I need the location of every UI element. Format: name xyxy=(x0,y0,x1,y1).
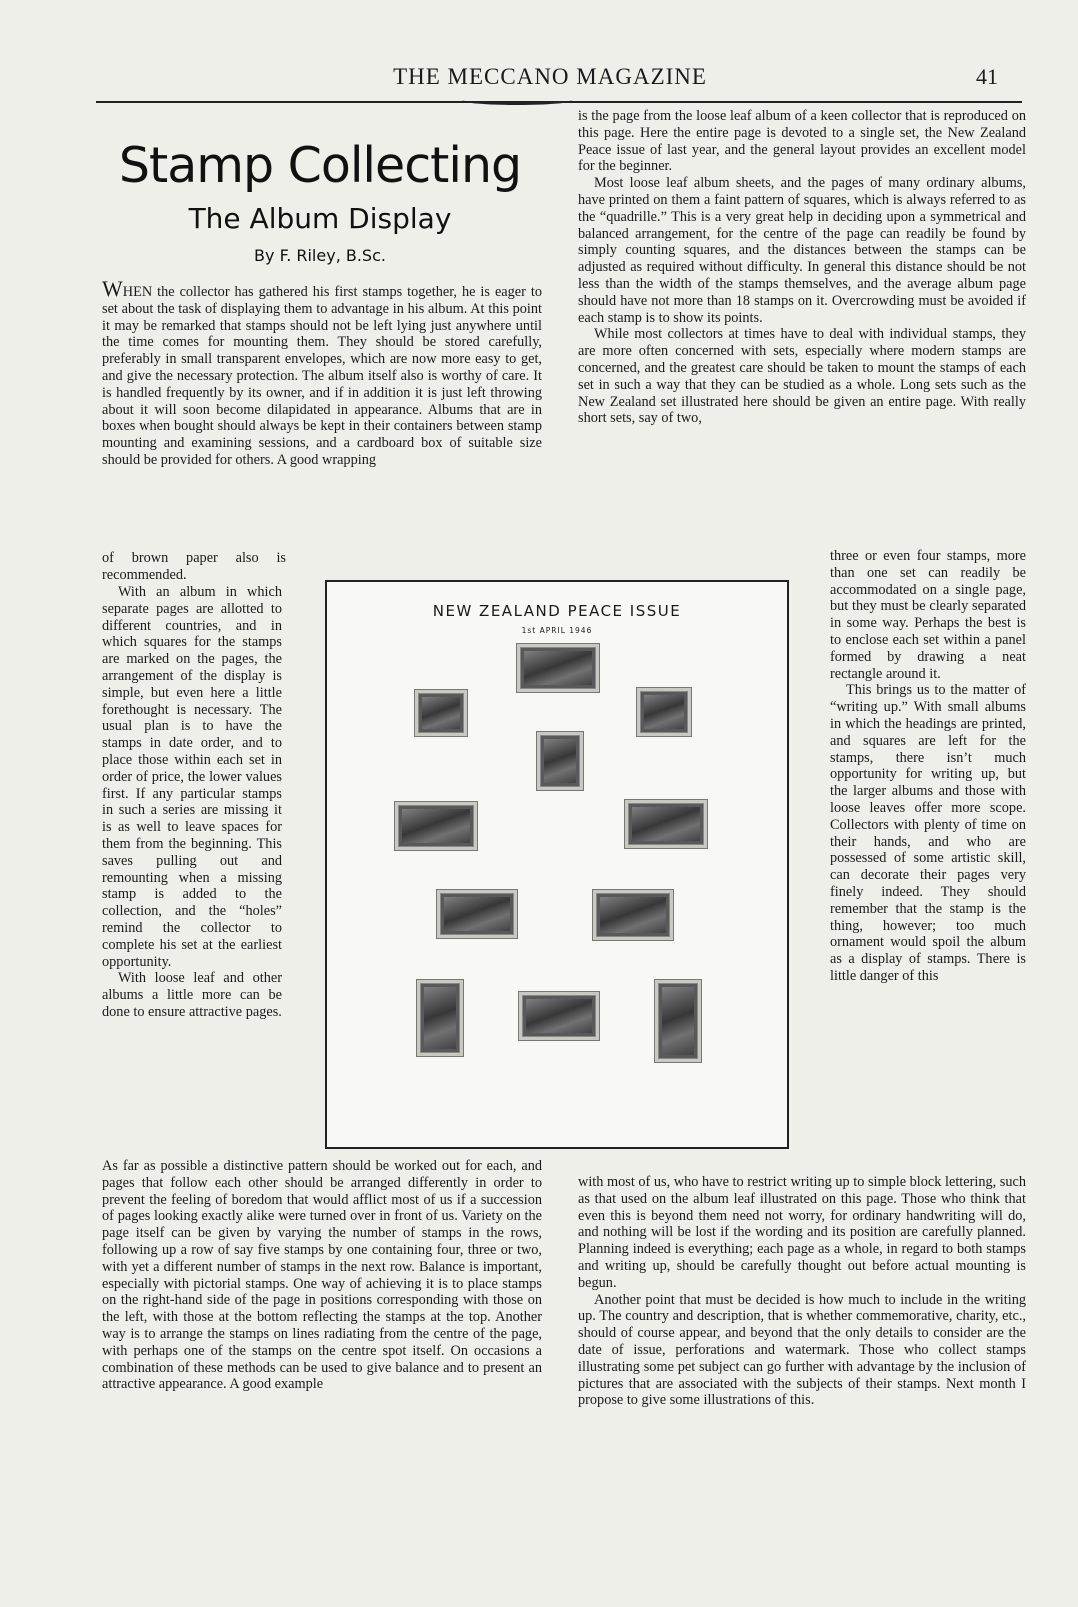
col1-narrow xyxy=(102,584,282,1021)
col2-p3: While most collectors at times have to deal with individual stamps, they are more often concerned with sets, especially where modern stamps are concerned, and the greatest care should be taken to mount the stamps of each set in such a way that they can be studied as a whole. Long sets such as the New Zealand set illustrated here should be given an entire page. With really short sets, say of two, xyxy=(578,326,1026,427)
stamp-4 xyxy=(537,732,583,790)
stamp-8 xyxy=(593,890,673,940)
album-leaf-illustration xyxy=(325,580,789,1149)
col1-bottom-text: As far as possible a distinctive pattern should be worked out for each, and pages that follow each other should be arranged differently in order to prevent the feeling of boredom that would afflict most of us if a succession of pages looking exactly alike were turned over in front of us. Variety on the page itself can be given by varying the number of stamps in the rows, following up a row of say five stamps by one containing four, three or two, with yet a different number of stamps in the next row. Balance is important, especially with pictorial stamps. One way of achieving it is to place stamps on the right-hand side of the page in positions corresponding with those on the left, with those at the bottom reflecting the stamps at the top. Another way is to arrange the stamps on lines radiating from the centre of the page, with perhaps one of the stamps on the centre spot itself. On occasions a combination of these methods can be used to give balance and to present an attractive appearance. A good example xyxy=(102,1158,542,1393)
col1-opening xyxy=(102,276,542,469)
dropcap: W xyxy=(102,276,123,301)
article-title: Stamp Collecting xyxy=(118,137,522,194)
stamp-9 xyxy=(417,980,463,1056)
running-title: THE MECCANO MAGAZINE xyxy=(393,64,707,89)
col1-opening-text: HEN the collector has gathered his first stamps together, he is eager to set about the task of displaying them to advantage in his album. At this point it may be remarked that stamps should not be left lying just anywhere until the time comes for mounting them. They should be stored carefully, preferably in small transparent envelopes, which are now more easy to get, and give the necessary protection. The album itself also is worthy of care. It is handled frequently by its owner, and if in addition it is just left throwing about it will soon become dilapidated in appearance. Albums that are in boxes when bought should always be kept in their containers between stamp mounting and examining sessions, and a cardboard box of suitable size should be provided for others. A good wrapping xyxy=(102,284,542,468)
col2-narrow-text: three or even four stamps, more than one set can readily be accommodated on a single page, but they must be clearly separated in some way. Perhaps the best is to enclose each set within a panel formed by drawing a neat rectangle around it. xyxy=(830,548,1026,682)
stamp-1 xyxy=(517,644,599,692)
stamp-7 xyxy=(437,890,517,938)
stamp-2 xyxy=(415,690,467,736)
col2-narrow xyxy=(830,548,1026,985)
album-date: 1st APRIL 1946 xyxy=(521,626,593,635)
col1-brown-paper xyxy=(102,550,286,584)
album-heading: NEW ZEALAND PEACE ISSUE xyxy=(432,602,682,620)
col2-bottom xyxy=(578,1174,1026,1409)
col2-narrow2-text: This brings us to the matter of “writing up.” With small albums in which the headings are printed, and squares are left for the stamps, there isn’t much opportunity for writing up, but the larger albums and those with loose leaves offer more scope. Collectors with plenty of time on their hands, and who are possessed of some artistic skill, can decorate their pages very finely indeed. They should remember that the stamp is the thing, however; too much ornament would spoil the album as a display of stamps. There is little danger of this xyxy=(830,682,1026,984)
col1-brown-paper-text: of brown paper also is recommended. xyxy=(102,550,286,583)
page-number: 41 xyxy=(976,64,998,89)
stamp-5 xyxy=(395,802,477,850)
col2-bottom1: with most of us, who have to restrict writing up to simple block lettering, such as that used on the album leaf illustrated on this page. Those who think that even this is beyond them need not worry, for ordinary handwriting will do, and nothing will be lost if the wording and its position are carefully planned. Planning indeed is everything; each page as a whole, in regard to both stamps and writing up, should be carefully thought out before actual mounting is begun. xyxy=(578,1174,1026,1291)
byline: By F. Riley, B.Sc. xyxy=(254,246,386,265)
col2-top xyxy=(578,108,1026,427)
stamp-6 xyxy=(625,800,707,848)
stamp-10 xyxy=(519,992,599,1040)
col2-p1: is the page from the loose leaf album of a keen collector that is reproduced on this page. Here the entire page is devoted to a single set, the New Zealand Peace issue of last year, and the general layout provides an excellent model for the beginner. xyxy=(578,108,1026,175)
stamp-3 xyxy=(637,688,691,736)
col1-bottom xyxy=(102,1158,542,1393)
col1-narrow-text: With an album in which separate pages are allotted to different countries, and in which squares for the stamps are marked on the pages, the arrangement of the display is simple, but even here a little forethought is necessary. The usual plan is to have the stamps in date order, and to place those within each set in order of price, the lower values first. If any particular stamps in such a series are missing it is as well to leave spaces for them from the beginning. This saves pulling out and remounting when a missing stamp is added to the collection, and the “holes” remind the collector to complete his set at the earliest opportunity. xyxy=(102,584,282,970)
col2-bottom2: Another point that must be decided is how much to include in the writing up. The country and description, that is whether commemorative, charity, etc., should of course appear, and beyond that the only details to consider are the date of issue, perforations and watermark. Those who collect stamps illustrating some pet subject can go further with advantage by the inclusion of pictures that are associated with the subjects of their stamps. Next month I propose to give some illustrations of this. xyxy=(578,1291,1026,1409)
article-subtitle: The Album Display xyxy=(188,202,452,235)
col1-loose-leaf-text: With loose leaf and other albums a little more can be done to ensure attractive pages. xyxy=(102,970,282,1020)
header-ornament xyxy=(462,96,572,105)
col2-p2: Most loose leaf album sheets, and the pages of many ordinary albums, have printed on them a faint pattern of squares, which is always referred to as the “quadrille.” This is a very great help in deciding upon a symmetrical and balanced arrangement, for the centre of the page can readily be found by simply counting squares, and the distances between the stamps can be adjusted as required without difficulty. In general this distance should be not less than the width of the stamps themselves, and the average album page should have not more than 18 stamps on it. Overcrowding must be avoided if each stamp is to show its points. xyxy=(578,175,1026,326)
stamp-11 xyxy=(655,980,701,1062)
